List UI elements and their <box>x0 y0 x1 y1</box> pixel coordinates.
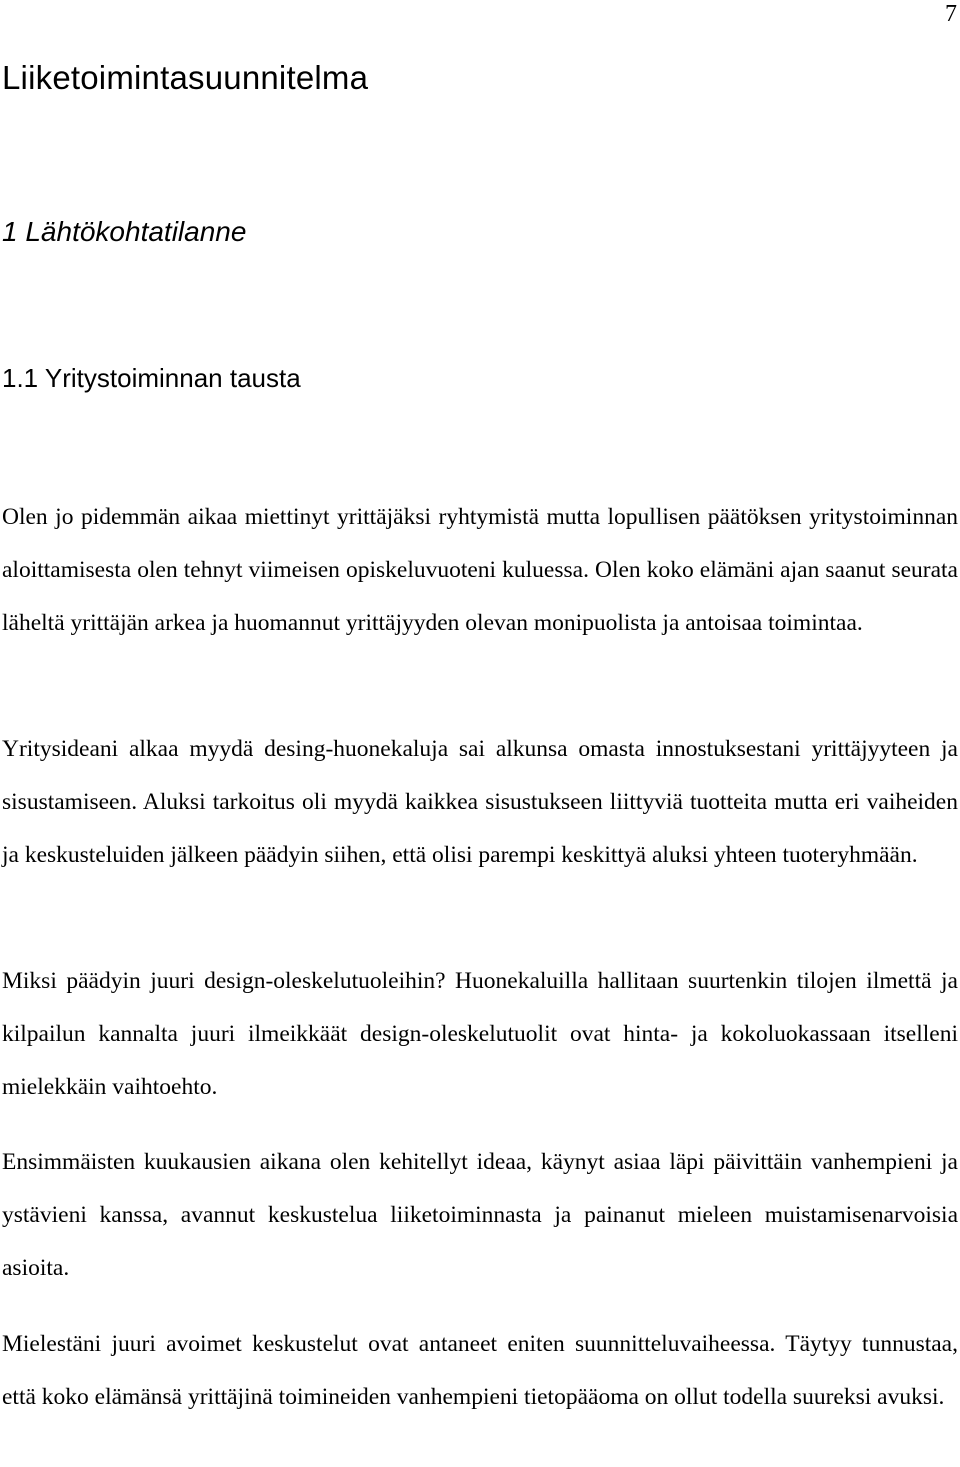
body-paragraph-5: Mielestäni juuri avoimet keskustelut ovat antaneet eniten suunnitteluvaiheessa. Täytyy tunnustaa, että koko elämänsä yrittäjinä toimineiden vanhempieni tietopääoma on ollut todella suureksi avuksi. <box>2 1331 958 1410</box>
subsection-heading: 1.1 Yritystoiminnan tausta <box>2 363 301 393</box>
body-paragraph-4: Ensimmäisten kuukausien aikana olen kehitellyt ideaa, käynyt asiaa läpi päivittäin vanhempieni ja ystävieni kanssa, avannut keskustelua liiketoiminnasta ja painanut mieleen muistamisenarvoisia asioita. <box>2 1149 958 1281</box>
body-paragraph-2: Yritysideani alkaa myydä desing-huonekaluja sai alkunsa omasta innostuksestani yrittäjyyteen ja sisustamiseen. Aluksi tarkoitus oli myydä kaikkea sisustukseen liittyviä tuotteita mutta eri vaiheiden ja keskusteluiden jälkeen päädyin siihen, että olisi parempi keskittyä aluksi yhteen tuoteryhmään. <box>2 736 958 868</box>
document-title: Liiketoimintasuunnitelma <box>2 59 369 96</box>
page-number: 7 <box>945 1 957 27</box>
body-paragraph-3: Miksi päädyin juuri design-oleskelutuoleihin? Huonekaluilla hallitaan suurtenkin tilojen ilmettä ja kilpailun kannalta juuri ilmeikkäät design-oleskelutuolit ovat hinta- ja kokoluokassaan itselleni mielekkäin vaihtoehto. <box>2 968 958 1100</box>
body-paragraph-1: Olen jo pidemmän aikaa miettinyt yrittäjäksi ryhtymistä mutta lopullisen päätöksen yritystoiminnan aloittamisesta olen tehnyt viimeisen opiskeluvuoteni kuluessa. Olen koko elämäni ajan saanut seurata läheltä yrittäjän arkea ja huomannut yrittäjyyden olevan monipuolista ja antoisaa toimintaa. <box>2 504 958 636</box>
section-heading: 1 Lähtökohtatilanne <box>2 216 247 247</box>
